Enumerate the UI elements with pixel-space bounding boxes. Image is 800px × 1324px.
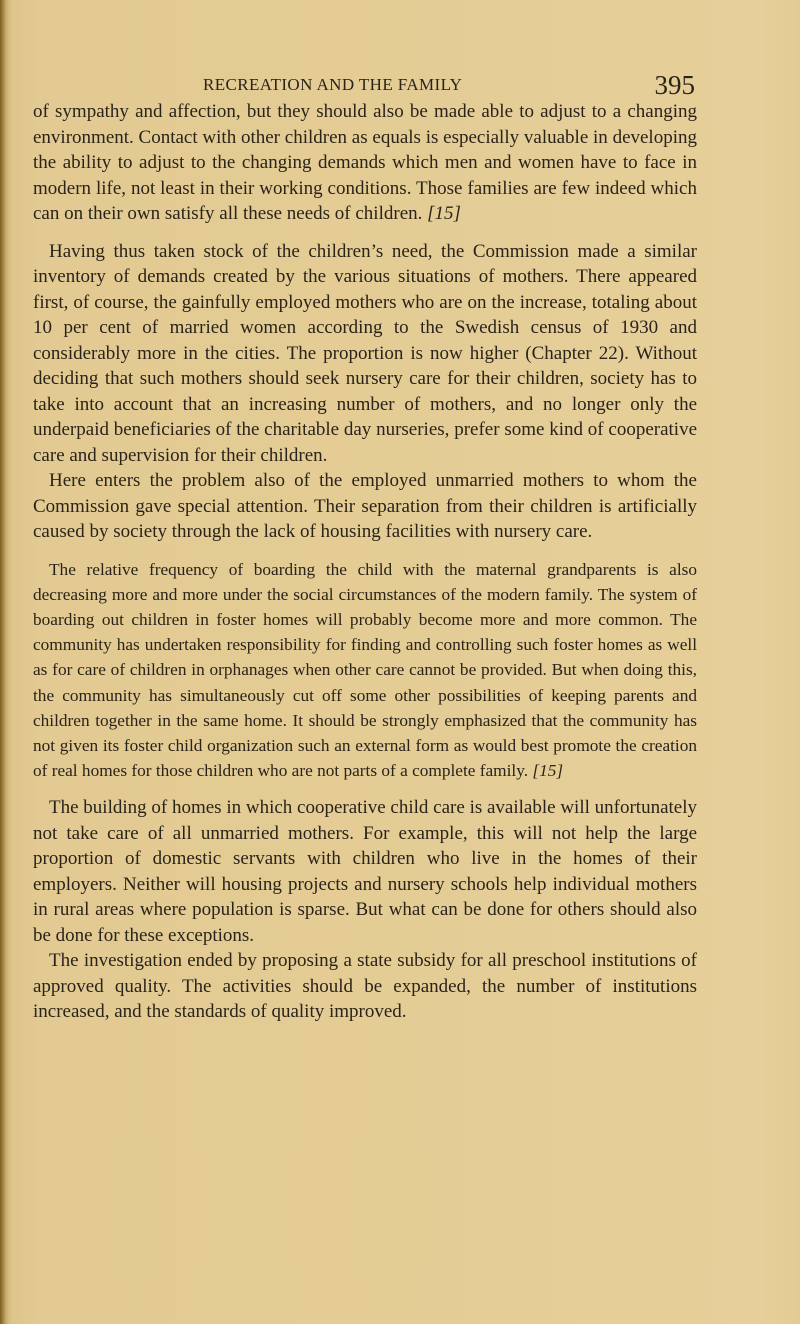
paragraph-4	[33, 557, 697, 784]
paragraph-text: The building of homes in which cooperative child care is available will unfortunately not take care of all unmarried mothers. For example, this will not help the large proportion of domestic servants with children who live in the homes of their employers. Neither will housing projects and nursery schools help individual mothers in rural areas where population is sparse. But what can be done for others should also be done for these exceptions.	[33, 797, 697, 946]
running-head	[33, 70, 697, 102]
paragraph-5	[33, 795, 697, 948]
running-title: RECREATION AND THE FAMILY	[203, 75, 463, 94]
paragraph-text: The relative frequency of boarding the child with the maternal grandparents is also decreasing more and more under the social circumstances of the modern family. The system of boarding out children in foster homes will probably become more and more common. The community has undertaken responsibility for finding and controlling such foster homes as well as for care of children in orphanages when other care cannot be provided. But when doing this, the community has simultaneously cut off some other possibilities of keeping parents and children together in the same home. It should be strongly emphasized that the community has not given its foster child organization such an external form as would best promote the creation of real homes for those children who are not parts of a complete family.	[33, 559, 697, 781]
paragraph-text: The investigation ended by proposing a state subsidy for all preschool institutions of approved quality. The activities should be expanded, the number of institutions increased, and the standards of quality improved.	[33, 950, 697, 1023]
page-number: 395	[654, 70, 695, 100]
paragraph-text: Having thus taken stock of the children’s need, the Commission made a similar inventory of demands created by the various situations of mothers. There appeared first, of course, the gainfully employed mothers who are on the increase, totaling about 10 per cent of married women according to the Swedish census of 1930 and considerably more in the cities. The proportion is now higher (Chapter 22). Without deciding that such mothers should seek nursery care for their children, society has to take into account that an increasing number of mothers, and no longer only the underpaid beneficiaries of the charitable day nurseries, prefer some kind of cooperative care and supervision for their children.	[33, 240, 697, 466]
paragraph-6	[33, 948, 697, 1025]
paragraph-1	[33, 99, 697, 227]
body-text	[33, 99, 697, 1025]
paragraph-text: of sympathy and affection, but they should also be made able to adjust to a changing environment. Contact with other children as equals is especially valuable in developing the ability to adjust to the changing demands which men and women have to face in modern life, not least in their working conditions. Those families are few indeed which can on their own satisfy all these needs of children.	[33, 101, 697, 224]
paragraph-text: Here enters the problem also of the employed unmarried mothers to whom the Commission gave special attention. Their separation from their children is artificially caused by society through the lack of housing facilities with nursery care.	[33, 470, 697, 542]
binding-edge	[0, 0, 6, 1324]
reference-marker: [15]	[532, 761, 564, 781]
reference-marker: [15]	[427, 203, 461, 224]
paragraph-2	[33, 239, 697, 469]
paragraph-3	[33, 468, 697, 545]
